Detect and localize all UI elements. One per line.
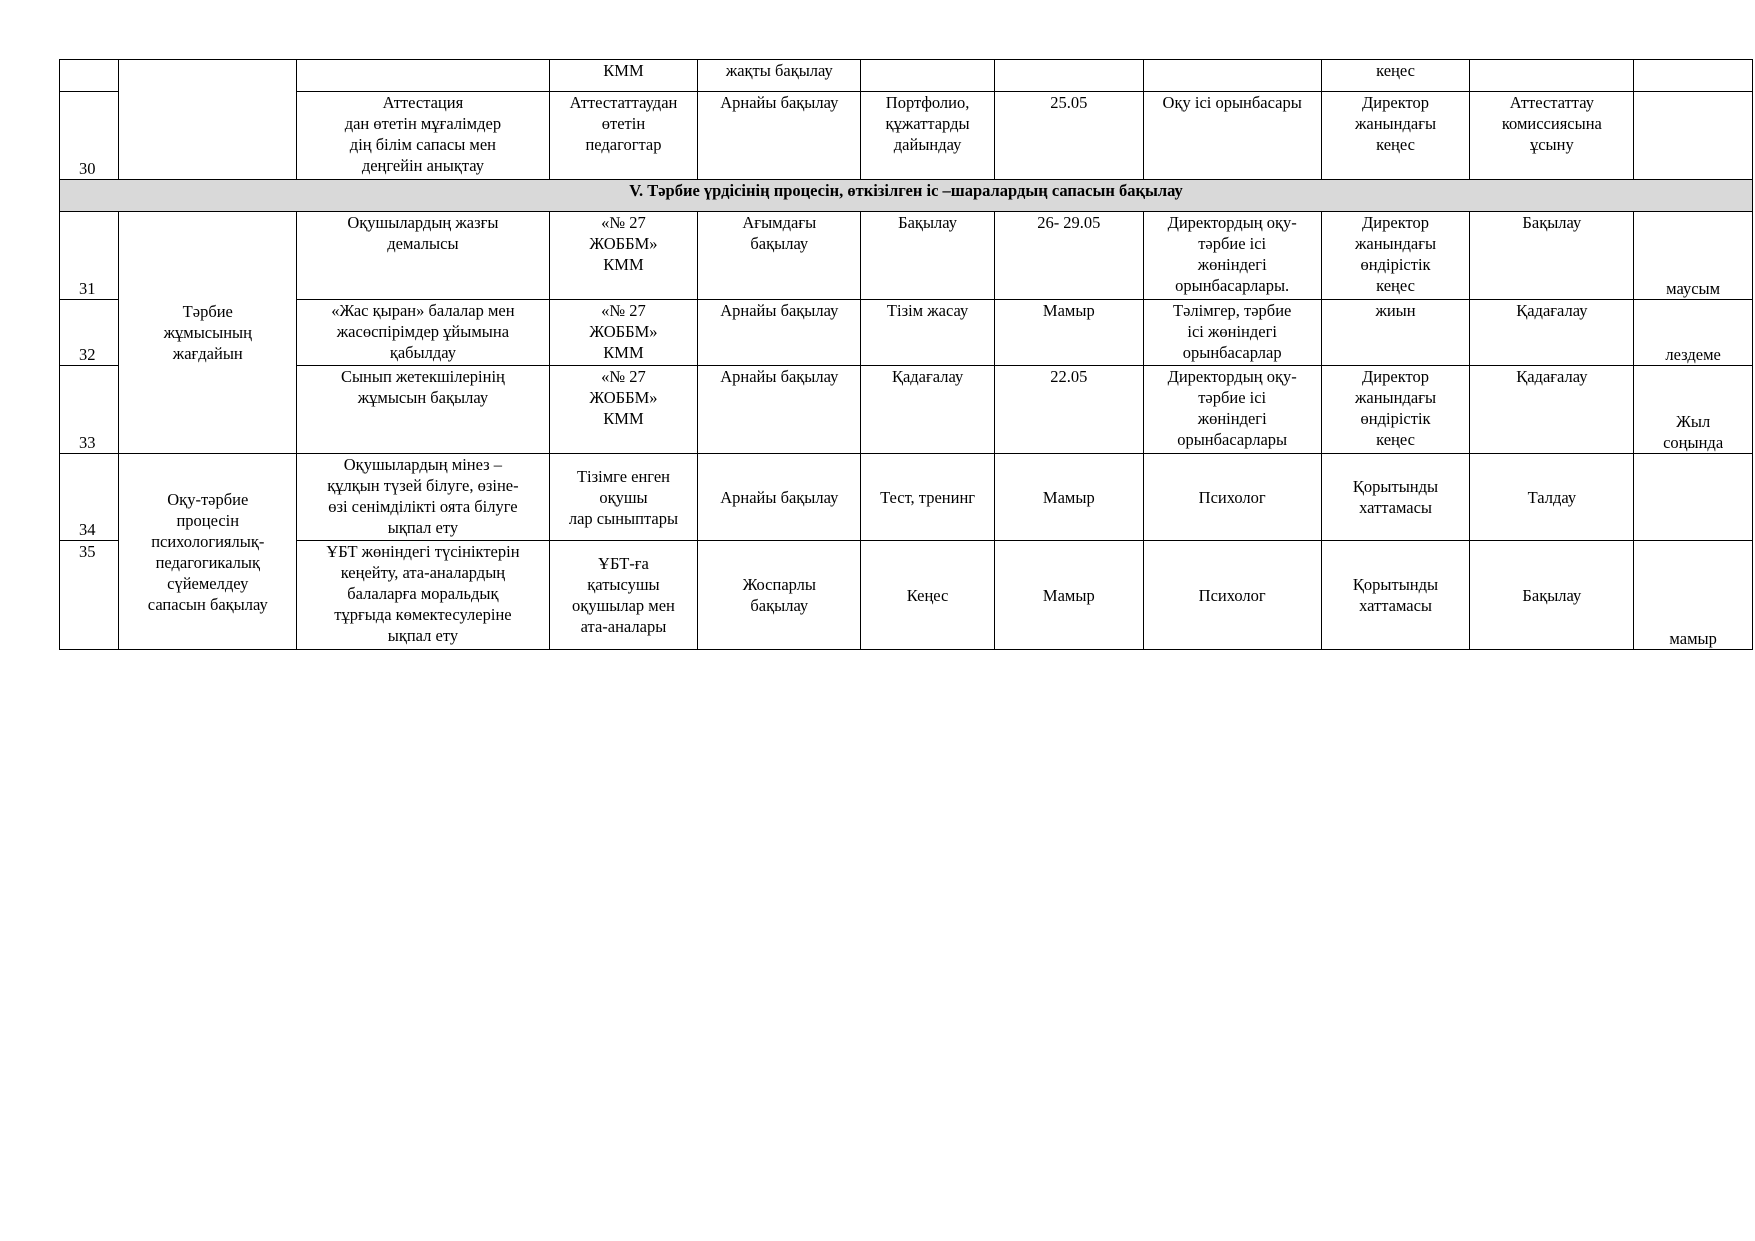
responsible-cell: Директордың оқу- тәрбие ісі жөніндегі орынбасарлары. <box>1143 212 1321 300</box>
date-cell: Мамыр <box>994 541 1143 650</box>
object-cell: Аттестаттаудан өтетін педагогтар <box>549 92 698 180</box>
term-cell <box>1634 454 1753 541</box>
decision-cell: Қадағалау <box>1470 366 1634 454</box>
topic-cell: «Жас қыран» балалар мен жасөспірімдер ұйымына қабылдау <box>297 300 549 366</box>
responsible-cell: Директордың оқу- тәрбие ісі жөніндегі орынбасарлары <box>1143 366 1321 454</box>
decision-cell: Бақылау <box>1470 212 1634 300</box>
date-cell <box>994 60 1143 92</box>
object-cell: Тізімге енген оқушы лар сыныптары <box>549 454 698 541</box>
object-cell: «№ 27 ЖОББМ» КММ <box>549 366 698 454</box>
row-number-cell: 34 <box>60 454 119 541</box>
review-cell: Директор жанындағы өндірістік кеңес <box>1321 366 1470 454</box>
term-cell: лездеме <box>1634 300 1753 366</box>
decision-cell: Аттестаттау комиссиясына ұсыну <box>1470 92 1634 180</box>
section-header-row <box>60 180 1753 212</box>
decision-cell: Қадағалау <box>1470 300 1634 366</box>
topic-cell: Оқушылардың мінез – құлқын түзей білуге, өзіне- өзі сенімділікті оята білуге ықпал ету <box>297 454 549 541</box>
object-cell: КММ <box>549 60 698 92</box>
row-number-cell: 33 <box>60 366 119 454</box>
control-area-cell: Оқу-тәрбие процесін психологиялық- педагогикалық сүйемелдеу сапасын бақылау <box>119 454 297 650</box>
table-row <box>60 92 1753 180</box>
topic-cell: Оқушылардың жазғы демалысы <box>297 212 549 300</box>
term-cell: мамыр <box>1634 541 1753 650</box>
responsible-cell: Психолог <box>1143 454 1321 541</box>
responsible-cell: Оқу ісі орынбасары <box>1143 92 1321 180</box>
responsible-cell <box>1143 60 1321 92</box>
date-cell: 22.05 <box>994 366 1143 454</box>
method-cell: Кеңес <box>861 541 995 650</box>
topic-cell <box>297 60 549 92</box>
method-cell: Тізім жасау <box>861 300 995 366</box>
term-cell: Жыл соңында <box>1634 366 1753 454</box>
table-row <box>60 454 1753 541</box>
term-cell <box>1634 92 1753 180</box>
review-cell: кеңес <box>1321 60 1470 92</box>
table-row <box>60 300 1753 366</box>
type-cell: Жоспарлы бақылау <box>698 541 861 650</box>
decision-cell: Талдау <box>1470 454 1634 541</box>
type-cell: Арнайы бақылау <box>698 92 861 180</box>
decision-cell <box>1470 60 1634 92</box>
row-number-cell: 30 <box>60 92 119 180</box>
section-title: V. Тәрбие үрдісінің процесін, өткізілген іс –шаралардың сапасын бақылау <box>60 180 1753 212</box>
date-cell: Мамыр <box>994 454 1143 541</box>
review-cell: жиын <box>1321 300 1470 366</box>
method-cell: Тест, тренинг <box>861 454 995 541</box>
object-cell: «№ 27 ЖОББМ» КММ <box>549 300 698 366</box>
responsible-cell: Психолог <box>1143 541 1321 650</box>
type-cell: Арнайы бақылау <box>698 300 861 366</box>
table-row <box>60 366 1753 454</box>
row-number-cell: 31 <box>60 212 119 300</box>
control-area-cell: Тәрбие жұмысының жағдайын <box>119 212 297 454</box>
table-row <box>60 541 1753 650</box>
table-row <box>60 60 1753 92</box>
term-cell <box>1634 60 1753 92</box>
type-cell: жақты бақылау <box>698 60 861 92</box>
type-cell: Арнайы бақылау <box>698 454 861 541</box>
type-cell: Ағымдағы бақылау <box>698 212 861 300</box>
control-plan-table <box>59 59 1753 650</box>
term-cell: маусым <box>1634 212 1753 300</box>
review-cell: Қорытынды хаттамасы <box>1321 454 1470 541</box>
decision-cell: Бақылау <box>1470 541 1634 650</box>
review-cell: Директор жанындағы кеңес <box>1321 92 1470 180</box>
method-cell: Бақылау <box>861 212 995 300</box>
method-cell <box>861 60 995 92</box>
control-area-cell <box>119 60 297 180</box>
topic-cell: ҰБТ жөніндегі түсініктерін кеңейту, ата-аналардың балаларға моральдық тұрғыда көмектесулеріне ықпал ету <box>297 541 549 650</box>
object-cell: ҰБТ-ға қатысушы оқушылар мен ата-аналары <box>549 541 698 650</box>
row-number-cell: 35 <box>60 541 119 650</box>
date-cell: Мамыр <box>994 300 1143 366</box>
object-cell: «№ 27 ЖОББМ» КММ <box>549 212 698 300</box>
type-cell: Арнайы бақылау <box>698 366 861 454</box>
review-cell: Қорытынды хаттамасы <box>1321 541 1470 650</box>
row-number-cell <box>60 60 119 92</box>
responsible-cell: Тәлімгер, тәрбие ісі жөніндегі орынбасарлар <box>1143 300 1321 366</box>
date-cell: 26- 29.05 <box>994 212 1143 300</box>
date-cell: 25.05 <box>994 92 1143 180</box>
topic-cell: Аттестация дан өтетін мұғалімдер дің білім сапасы мен деңгейін анықтау <box>297 92 549 180</box>
row-number-cell: 32 <box>60 300 119 366</box>
method-cell: Портфолио, құжаттарды дайындау <box>861 92 995 180</box>
topic-cell: Сынып жетекшілерінің жұмысын бақылау <box>297 366 549 454</box>
review-cell: Директор жанындағы өндірістік кеңес <box>1321 212 1470 300</box>
table-row <box>60 212 1753 300</box>
method-cell: Қадағалау <box>861 366 995 454</box>
